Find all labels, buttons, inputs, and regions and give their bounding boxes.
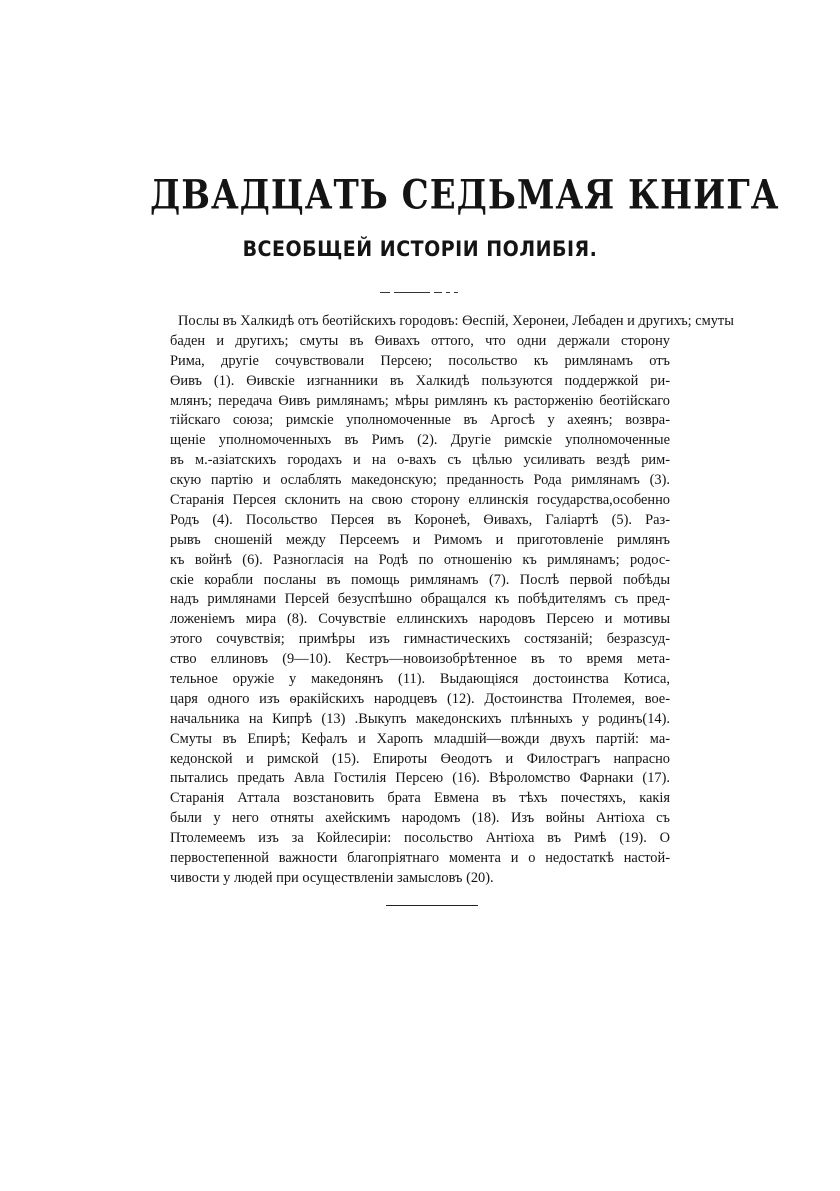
book-title: ДВАДЦАТЬ СЕДЬМАЯ КНИГА	[150, 172, 780, 220]
chapter-summary	[170, 312, 734, 889]
summary-line: рывъ сношеній между Персеемъ и Римомъ и приготовленіе римлянъ	[170, 531, 670, 548]
summary-line: надъ римлянами Персей безуспѣшно обращался къ побѣдителямъ съ пред-	[170, 591, 670, 608]
summary-line: кедонской и римской (15). Епироты Өеодотъ и Филострагъ напрасно	[170, 750, 670, 767]
summary-line: млянъ; передача Өивъ римлянамъ; мѣры римлянъ къ расторженію беотійскаго	[170, 392, 670, 409]
summary-line: этого сочувствія; примѣры изъ гимнастическихъ состязаній; безразсуд-	[170, 631, 670, 648]
summary-line: тельное оружіе у македонянъ (11). Выдающіяся достоинства Котиса,	[170, 671, 670, 688]
summary-line: тійскаго союза; римскіе уполномоченные въ Аргосѣ у ахеянъ; возвра-	[170, 412, 670, 429]
summary-line: пытались предать Авла Гостилія Персею (16). Вѣроломство Фарнаки (17).	[170, 770, 670, 787]
summary-line: ство еллиновъ (9—10). Кестръ—новоизобрѣтенное въ то время мета-	[170, 651, 670, 668]
summary-line: Птолемеемъ изъ за Койлесиріи: посольство Антіоха въ Римѣ (19). О	[170, 830, 670, 847]
summary-line: Старанія Аттала возстановить брата Евмена въ тѣхъ почестяхъ, какія	[170, 790, 670, 807]
book-subtitle: ВСЕОБЩЕЙ ИСТОРІИ ПОЛИБІЯ.	[242, 237, 598, 262]
summary-line: царя одного изъ ѳракійскихъ народцевъ (12). Достоинства Птолемея, вое-	[170, 690, 670, 707]
summary-line: баден и другихъ; смуты въ Өивахъ оттого, что одни держали сторону	[170, 332, 670, 349]
summary-line: скую партію и ослаблять македонскую; преданность Рода римлянамъ (3).	[170, 472, 670, 489]
summary-line: Өивъ (1). Өивскіе изгнанники въ Халкидѣ пользуются поддержкой ри-	[170, 372, 670, 389]
summary-line: въ м.-азіатскихъ городахъ и на о-вахъ съ цѣлью усиливать вездѣ рим-	[170, 452, 670, 469]
summary-line: скіе корабли посланы въ помощь римлянамъ (7). Послѣ первой побѣды	[170, 571, 670, 588]
summary-line: ложеніемъ мира (8). Сочувствіе еллинскихъ народовъ Персею и мотивы	[170, 611, 670, 628]
summary-line: къ войнѣ (6). Разногласія на Родѣ по отношенію къ римлянамъ; родос-	[170, 551, 670, 568]
summary-line: Послы въ Халкидѣ отъ беотійскихъ городовъ: Өеспій, Херонеи, Лебаден и другихъ; смуты	[178, 313, 734, 329]
summary-line: Старанія Персея склонить на свою сторону еллинскія государства,особенно	[170, 492, 670, 509]
summary-line: Смуты въ Епирѣ; Кефалъ и Харопъ младшій—вожди двухъ партій: ма-	[170, 730, 670, 747]
summary-line: первостепенной важности благопріятнаго момента и о недостаткѣ настой-	[170, 850, 670, 867]
closing-rule	[386, 905, 478, 906]
summary-line: были у него отняты ахейскимъ народомъ (18). Изъ войны Антіоха съ	[170, 810, 670, 827]
summary-line: Родъ (4). Посольство Персея въ Коронеѣ, Өивахъ, Галіартѣ (5). Раз-	[170, 511, 670, 528]
summary-line: щеніе уполномоченныхъ въ Римъ (2). Другіе римскіе уполномоченные	[170, 432, 670, 449]
summary-line: чивости у людей при осуществленіи замысловъ (20).	[170, 869, 494, 886]
summary-line: начальника на Кипрѣ (13) .Выкупъ македонскихъ плѣнныхъ у родинъ(14).	[170, 710, 670, 727]
summary-line: Рима, другіе сочувствовали Персею; посольство къ римлянамъ отъ	[170, 352, 670, 369]
dash-ornament	[380, 291, 460, 295]
